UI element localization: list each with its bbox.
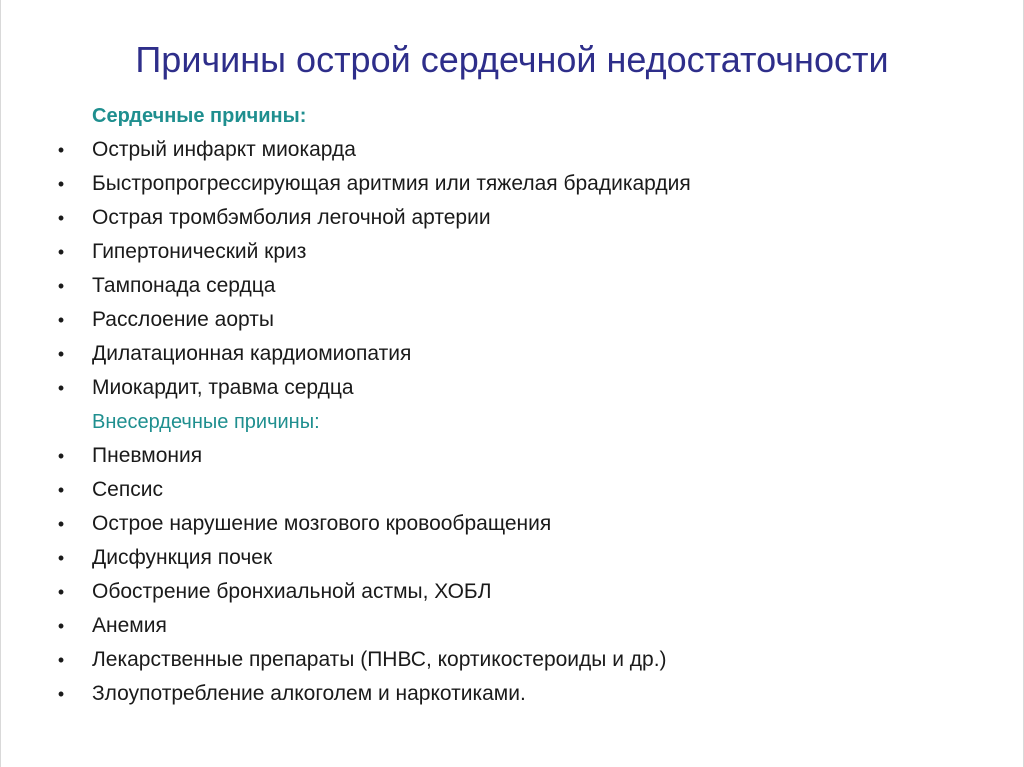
list-item — [0, 303, 1024, 337]
bullet-icon: • — [57, 616, 65, 636]
list-item-text: Сепсис — [92, 478, 163, 501]
bullet-icon: • — [57, 242, 65, 262]
bullet-icon: • — [57, 650, 65, 670]
list-item-text: Дисфункция почек — [92, 546, 273, 569]
list-item-text: Злоупотребление алкоголем и наркотиками. — [92, 682, 526, 705]
list-item — [0, 541, 1024, 575]
bullet-icon: • — [57, 684, 65, 704]
list-item — [0, 133, 1024, 167]
list-item — [0, 473, 1024, 507]
bullet-icon: • — [57, 174, 65, 194]
list-item-text: Дилатационная кардиомиопатия — [92, 342, 412, 365]
bullet-icon: • — [57, 480, 65, 500]
list-item — [0, 643, 1024, 677]
slide-content — [0, 99, 1024, 711]
list-item — [0, 235, 1024, 269]
list-item-text: Обострение бронхиальной астмы, ХОБЛ — [92, 580, 492, 603]
bullet-icon: • — [57, 378, 65, 398]
noncardiac-causes-list — [0, 439, 1024, 711]
list-item-text: Тампонада сердца — [92, 274, 276, 297]
bullet-icon: • — [57, 344, 65, 364]
list-item-text: Расслоение аорты — [92, 308, 274, 331]
list-item — [0, 201, 1024, 235]
bullet-icon: • — [57, 446, 65, 466]
list-item — [0, 677, 1024, 711]
cardiac-causes-list — [0, 133, 1024, 405]
bullet-icon: • — [57, 276, 65, 296]
list-item — [0, 609, 1024, 643]
list-item — [0, 167, 1024, 201]
bullet-icon: • — [57, 582, 65, 602]
bullet-icon: • — [57, 514, 65, 534]
list-item — [0, 439, 1024, 473]
list-item — [0, 507, 1024, 541]
list-item-text: Острая тромбэмболия легочной артерии — [92, 206, 491, 229]
list-item-text: Анемия — [92, 614, 167, 637]
list-item-text: Пневмония — [92, 444, 203, 467]
list-item-text: Гипертонический криз — [92, 240, 307, 263]
list-item — [0, 337, 1024, 371]
bullet-icon: • — [57, 548, 65, 568]
list-item-text: Острое нарушение мозгового кровообращения — [92, 512, 552, 535]
list-item-text: Быстропрогрессирующая аритмия или тяжелая брадикардия — [92, 172, 691, 195]
list-item-text: Острый инфаркт миокарда — [92, 138, 356, 161]
list-item — [0, 371, 1024, 405]
bullet-icon: • — [57, 208, 65, 228]
list-item — [0, 269, 1024, 303]
list-item-text: Лекарственные препараты (ПНВС, кортикостероиды и др.) — [92, 648, 667, 671]
list-item-text: Миокардит, травма сердца — [92, 376, 354, 399]
bullet-icon: • — [57, 140, 65, 160]
section-heading-cardiac: Сердечные причины: — [92, 105, 307, 127]
section-heading-noncardiac: Внесердечные причины: — [92, 411, 320, 433]
bullet-icon: • — [57, 310, 65, 330]
slide-title: Причины острой сердечной недостаточности — [135, 39, 889, 80]
list-item — [0, 575, 1024, 609]
